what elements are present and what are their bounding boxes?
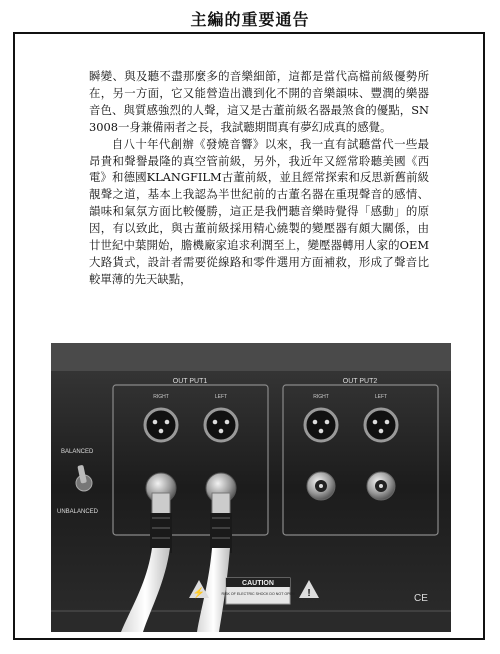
xlr-connector bbox=[365, 409, 397, 441]
balanced-label: BALANCED bbox=[61, 449, 94, 455]
ce-mark: CE bbox=[414, 593, 428, 604]
caution-label: CAUTION bbox=[242, 580, 274, 587]
article-frame bbox=[13, 32, 485, 640]
output1-label: OUT PUT1 bbox=[172, 378, 208, 385]
svg-text:!: ! bbox=[307, 588, 311, 599]
svg-text:⚡: ⚡ bbox=[192, 588, 206, 599]
rca-jack bbox=[367, 472, 395, 500]
panel-top-edge bbox=[51, 343, 451, 371]
unbalanced-label: UNBALANCED bbox=[57, 509, 99, 515]
xlr-connector bbox=[205, 409, 237, 441]
left-label: LEFT bbox=[214, 394, 228, 400]
xlr-connector bbox=[145, 409, 177, 441]
output2-label: OUT PUT2 bbox=[342, 378, 378, 385]
article-paragraph: 自八十年代創辦《發燒音響》以來，我一直有試聽當代一些最昂貴和聲譽最隆的真空管前級，另外，我近年又經常聆聽美國《西電》和德國KLANGFILM古董前級，並且經常探索和反思新舊前級靚聲之道，基本上我認為半世紀前的古董名器在重現聲音的感情、韻味和氣氛方面比較優勝，這正是我們聽音樂時覺得「感動」的原因，有以致此，與古董前級採用精心繞製的變壓器有頗大關係，由廿世紀中葉開始，膽機廠家追求利潤至上，變壓器轉用人家的OEM大路貨式，設計者需要從線路和零件選用方面補救，形成了聲音比較單薄的先天缺點， bbox=[89, 136, 429, 286]
page-title: 主編的重要通告 bbox=[190, 10, 310, 29]
article-body bbox=[89, 68, 429, 288]
rca-jack bbox=[307, 472, 335, 500]
article-paragraph: 瞬變、與及聽不盡那麼多的音樂細節，這都是當代高檔前級優勢所在，另一方面，它又能營造出濃到化不開的音樂韻味、豐潤的樂器音色、與質感強烈的人聲，這又是古董前級名器最煞食的優點，SN 3008一身兼備兩者之長，我試聽期間真有夢幻成真的感覺。 bbox=[89, 69, 429, 134]
xlr-connector bbox=[305, 409, 337, 441]
right-label: RIGHT bbox=[313, 394, 329, 400]
amplifier-rear-panel-photo bbox=[51, 343, 451, 632]
left-label: LEFT bbox=[374, 394, 388, 400]
right-label: RIGHT bbox=[153, 394, 169, 400]
caution-note: RISK OF ELECTRIC SHOCK DO NOT OPEN bbox=[221, 592, 295, 596]
